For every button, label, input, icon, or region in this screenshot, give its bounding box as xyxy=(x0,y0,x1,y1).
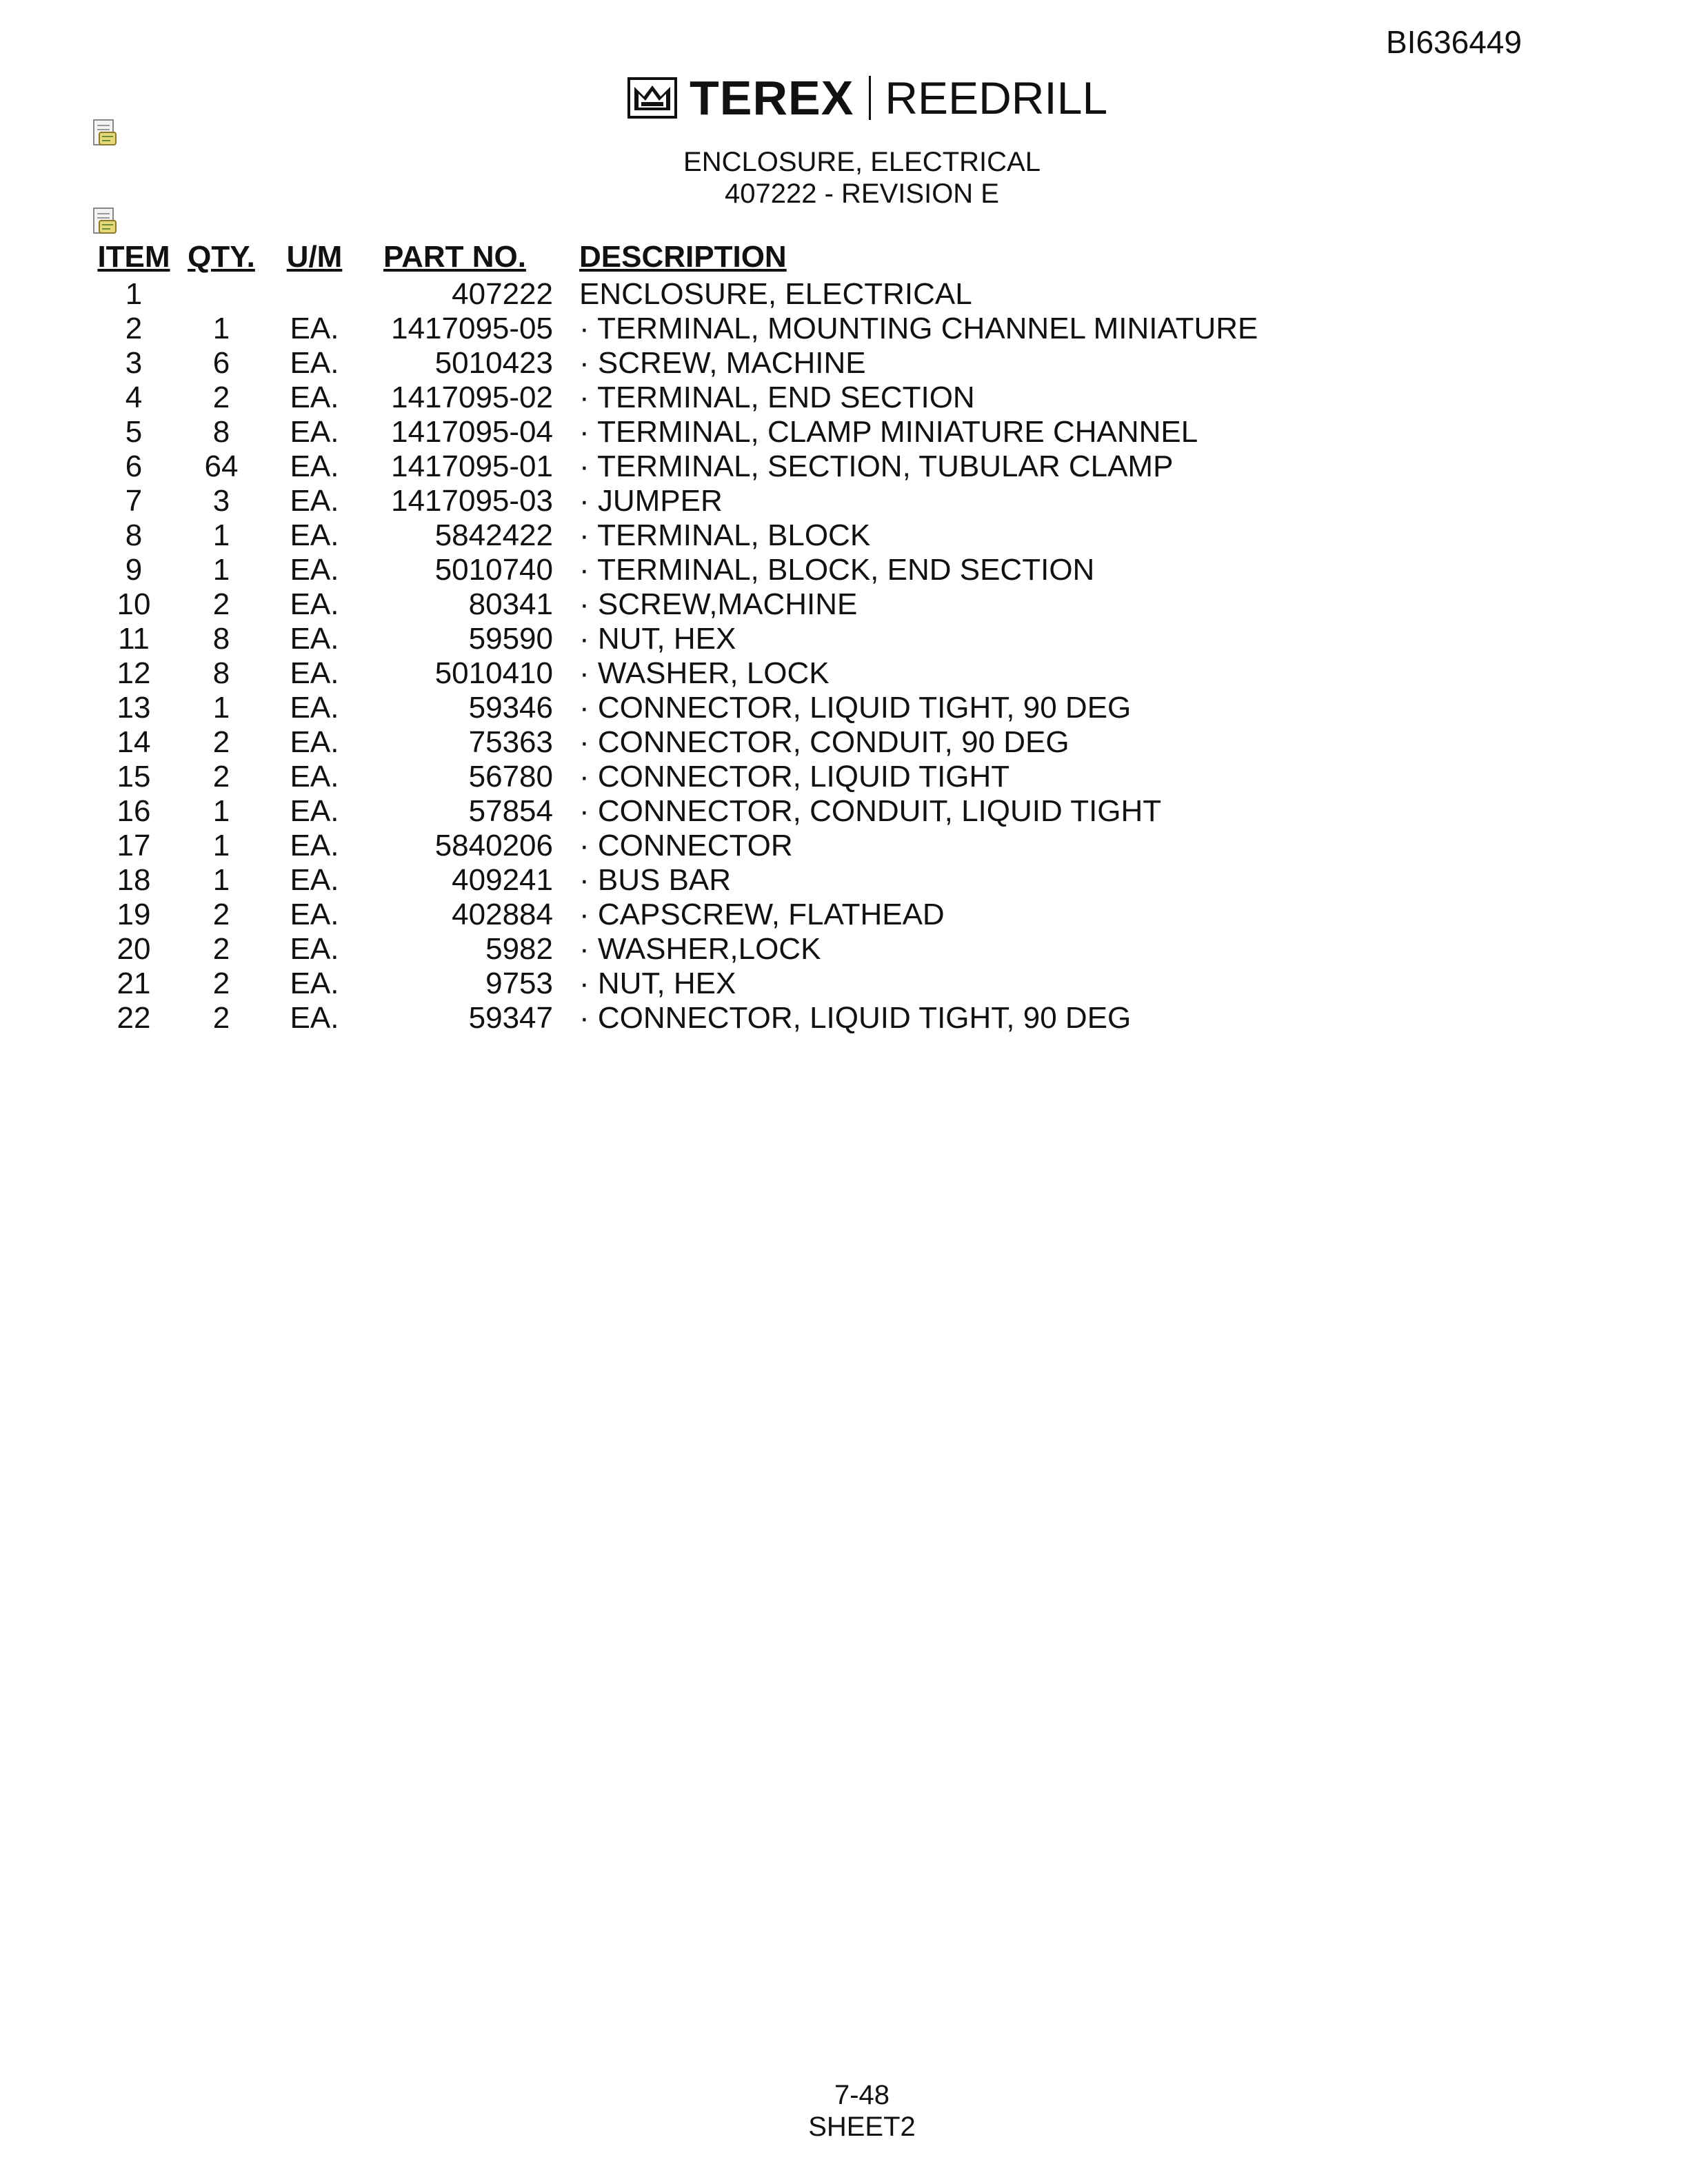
cell-um: EA. xyxy=(290,898,339,931)
header-part-no: PART NO. xyxy=(383,240,526,274)
cell-part-no: 409241 xyxy=(452,863,553,897)
cell-qty: 8 xyxy=(212,415,230,449)
cell-um: EA. xyxy=(290,829,339,862)
cell-part-no: 402884 xyxy=(452,898,553,931)
title-line-1: ENCLOSURE, ELECTRICAL xyxy=(683,147,1041,177)
table-row xyxy=(91,381,1258,415)
cell-qty: 8 xyxy=(212,656,230,690)
cell-qty: 2 xyxy=(212,932,230,966)
cell-um: EA. xyxy=(290,967,339,1000)
cell-um: EA. xyxy=(290,760,339,793)
cell-qty: 8 xyxy=(212,622,230,656)
cell-item: 13 xyxy=(117,691,151,725)
cell-um: EA. xyxy=(290,346,339,380)
header-item: ITEM xyxy=(97,240,170,274)
cell-qty: 3 xyxy=(212,484,230,518)
cell-item: 12 xyxy=(117,656,151,690)
cell-item: 1 xyxy=(125,277,143,311)
cell-part-no: 59346 xyxy=(468,691,553,725)
cell-item: 6 xyxy=(125,449,143,483)
cell-part-no: 1417095-04 xyxy=(391,415,553,449)
cell-description: · TERMINAL, END SECTION xyxy=(579,381,975,414)
cell-item: 22 xyxy=(117,1001,151,1035)
cell-qty: 2 xyxy=(212,381,230,414)
cell-um: EA. xyxy=(290,656,339,690)
cell-description: · TERMINAL, BLOCK, END SECTION xyxy=(579,553,1095,587)
cell-part-no: 59590 xyxy=(468,622,553,656)
brand-divider xyxy=(869,76,871,120)
table-row xyxy=(91,622,1258,656)
table-row xyxy=(91,449,1258,484)
cell-description: · CONNECTOR, LIQUID TIGHT, 90 DEG xyxy=(579,1001,1132,1035)
cell-part-no: 5010423 xyxy=(434,346,553,380)
cell-description: · TERMINAL, SECTION, TUBULAR CLAMP xyxy=(579,449,1174,483)
cell-part-no: 80341 xyxy=(468,587,553,621)
table-row xyxy=(91,553,1258,587)
cell-qty: 1 xyxy=(212,518,230,552)
document-id: BI636449 xyxy=(1386,24,1522,60)
cell-part-no: 1417095-01 xyxy=(391,449,553,483)
table-row xyxy=(91,277,1258,312)
terex-crown-logo-icon xyxy=(627,77,677,119)
cell-description: · CONNECTOR, LIQUID TIGHT, 90 DEG xyxy=(579,691,1132,725)
table-row xyxy=(91,312,1258,346)
cell-description: · NUT, HEX xyxy=(579,967,736,1000)
cell-part-no: 9753 xyxy=(485,967,553,1000)
cell-description: · TERMINAL, MOUNTING CHANNEL MINIATURE xyxy=(579,312,1258,345)
cell-item: 5 xyxy=(125,415,143,449)
cell-part-no: 5840206 xyxy=(434,829,553,862)
cell-item: 2 xyxy=(125,312,143,345)
cell-item: 19 xyxy=(117,898,151,931)
cell-qty: 2 xyxy=(212,760,230,793)
cell-description: · CONNECTOR xyxy=(579,829,793,862)
parts-list-table xyxy=(91,237,1258,1035)
cell-qty: 2 xyxy=(212,587,230,621)
table-row xyxy=(91,346,1258,381)
cell-item: 8 xyxy=(125,518,143,552)
table-row xyxy=(91,587,1258,622)
cell-item: 11 xyxy=(118,622,150,656)
cell-um: EA. xyxy=(290,1001,339,1035)
cell-item: 10 xyxy=(117,587,151,621)
cell-description: · WASHER,LOCK xyxy=(579,932,821,966)
table-header-row xyxy=(91,237,1258,277)
cell-part-no: 1417095-02 xyxy=(391,381,553,414)
cell-description: · CAPSCREW, FLATHEAD xyxy=(579,898,945,931)
cell-part-no: 1417095-03 xyxy=(391,484,553,518)
cell-description: · CONNECTOR, LIQUID TIGHT xyxy=(579,760,1010,793)
table-row xyxy=(91,691,1258,725)
brand-product: REEDRILL xyxy=(885,72,1108,123)
cell-qty: 64 xyxy=(204,449,239,483)
table-row xyxy=(91,760,1258,794)
cell-um: EA. xyxy=(290,622,339,656)
cell-description: · JUMPER xyxy=(579,484,723,518)
brand-header xyxy=(627,73,1107,123)
cell-item: 4 xyxy=(125,381,143,414)
table-row xyxy=(91,967,1258,1001)
cell-item: 16 xyxy=(117,794,151,828)
cell-description: · CONNECTOR, CONDUIT, 90 DEG xyxy=(579,725,1069,759)
cell-item: 7 xyxy=(125,484,143,518)
table-row xyxy=(91,415,1258,449)
table-row xyxy=(91,863,1258,898)
cell-item: 3 xyxy=(125,346,143,380)
cell-part-no: 5982 xyxy=(485,932,553,966)
cell-qty: 1 xyxy=(212,829,230,862)
cell-part-no: 5010740 xyxy=(434,553,553,587)
cell-um: EA. xyxy=(290,691,339,725)
cell-um xyxy=(266,277,363,312)
cell-qty: 1 xyxy=(212,863,230,897)
cell-part-no: 57854 xyxy=(468,794,553,828)
cell-qty: 2 xyxy=(212,967,230,1000)
header-qty: QTY. xyxy=(188,240,255,274)
cell-item: 17 xyxy=(117,829,151,862)
cell-um: EA. xyxy=(290,449,339,483)
cell-qty: 1 xyxy=(212,691,230,725)
cell-item: 18 xyxy=(117,863,151,897)
cell-part-no: 5010410 xyxy=(434,656,553,690)
page-number: 7-48 xyxy=(834,2080,890,2110)
page-footer xyxy=(0,2079,1688,2143)
header-um: U/M xyxy=(286,240,343,274)
title-line-2: 407222 - REVISION E xyxy=(725,179,999,209)
cell-um: EA. xyxy=(290,725,339,759)
cell-description: ENCLOSURE, ELECTRICAL xyxy=(579,277,972,311)
cell-item: 9 xyxy=(125,553,143,587)
cell-um: EA. xyxy=(290,484,339,518)
cell-part-no: 407222 xyxy=(452,277,553,311)
table-row xyxy=(91,725,1258,760)
cell-description: · TERMINAL, BLOCK xyxy=(579,518,871,552)
cell-description: · TERMINAL, CLAMP MINIATURE CHANNEL xyxy=(579,415,1198,449)
parts-list-body xyxy=(91,277,1258,1035)
note-icon[interactable] xyxy=(91,207,119,237)
cell-qty: 1 xyxy=(212,794,230,828)
cell-um: EA. xyxy=(290,553,339,587)
table-row xyxy=(91,898,1258,932)
cell-description: · CONNECTOR, CONDUIT, LIQUID TIGHT xyxy=(579,794,1162,828)
brand-name: TEREX xyxy=(690,71,854,125)
cell-item: 15 xyxy=(117,760,151,793)
table-row xyxy=(91,484,1258,518)
cell-description: · SCREW,MACHINE xyxy=(579,587,858,621)
cell-item: 14 xyxy=(117,725,151,759)
cell-description: · SCREW, MACHINE xyxy=(579,346,866,380)
sheet-label: SHEET2 xyxy=(808,2112,916,2142)
cell-um: EA. xyxy=(290,518,339,552)
cell-part-no: 56780 xyxy=(468,760,553,793)
table-row xyxy=(91,829,1258,863)
table-row xyxy=(91,1001,1258,1035)
table-row xyxy=(91,932,1258,967)
cell-um: EA. xyxy=(290,587,339,621)
cell-um: EA. xyxy=(290,794,339,828)
table-row xyxy=(91,518,1258,553)
cell-qty: 1 xyxy=(212,312,230,345)
cell-qty: 6 xyxy=(212,346,230,380)
cell-description: · NUT, HEX xyxy=(579,622,736,656)
cell-um: EA. xyxy=(290,932,339,966)
cell-um: EA. xyxy=(290,863,339,897)
cell-qty: 2 xyxy=(212,898,230,931)
cell-item: 20 xyxy=(117,932,151,966)
cell-part-no: 1417095-05 xyxy=(391,312,553,345)
document-title xyxy=(0,146,1688,210)
cell-um: EA. xyxy=(290,415,339,449)
cell-qty xyxy=(177,277,266,312)
table-row xyxy=(91,656,1258,691)
cell-part-no: 75363 xyxy=(468,725,553,759)
cell-part-no: 59347 xyxy=(468,1001,553,1035)
cell-um: EA. xyxy=(290,312,339,345)
cell-um: EA. xyxy=(290,381,339,414)
cell-item: 21 xyxy=(117,967,151,1000)
cell-qty: 2 xyxy=(212,1001,230,1035)
cell-part-no: 5842422 xyxy=(434,518,553,552)
cell-description: · WASHER, LOCK xyxy=(579,656,830,690)
cell-qty: 2 xyxy=(212,725,230,759)
table-row xyxy=(91,794,1258,829)
cell-description: · BUS BAR xyxy=(579,863,732,897)
note-icon[interactable] xyxy=(91,119,119,149)
header-description: DESCRIPTION xyxy=(579,240,787,274)
cell-qty: 1 xyxy=(212,553,230,587)
